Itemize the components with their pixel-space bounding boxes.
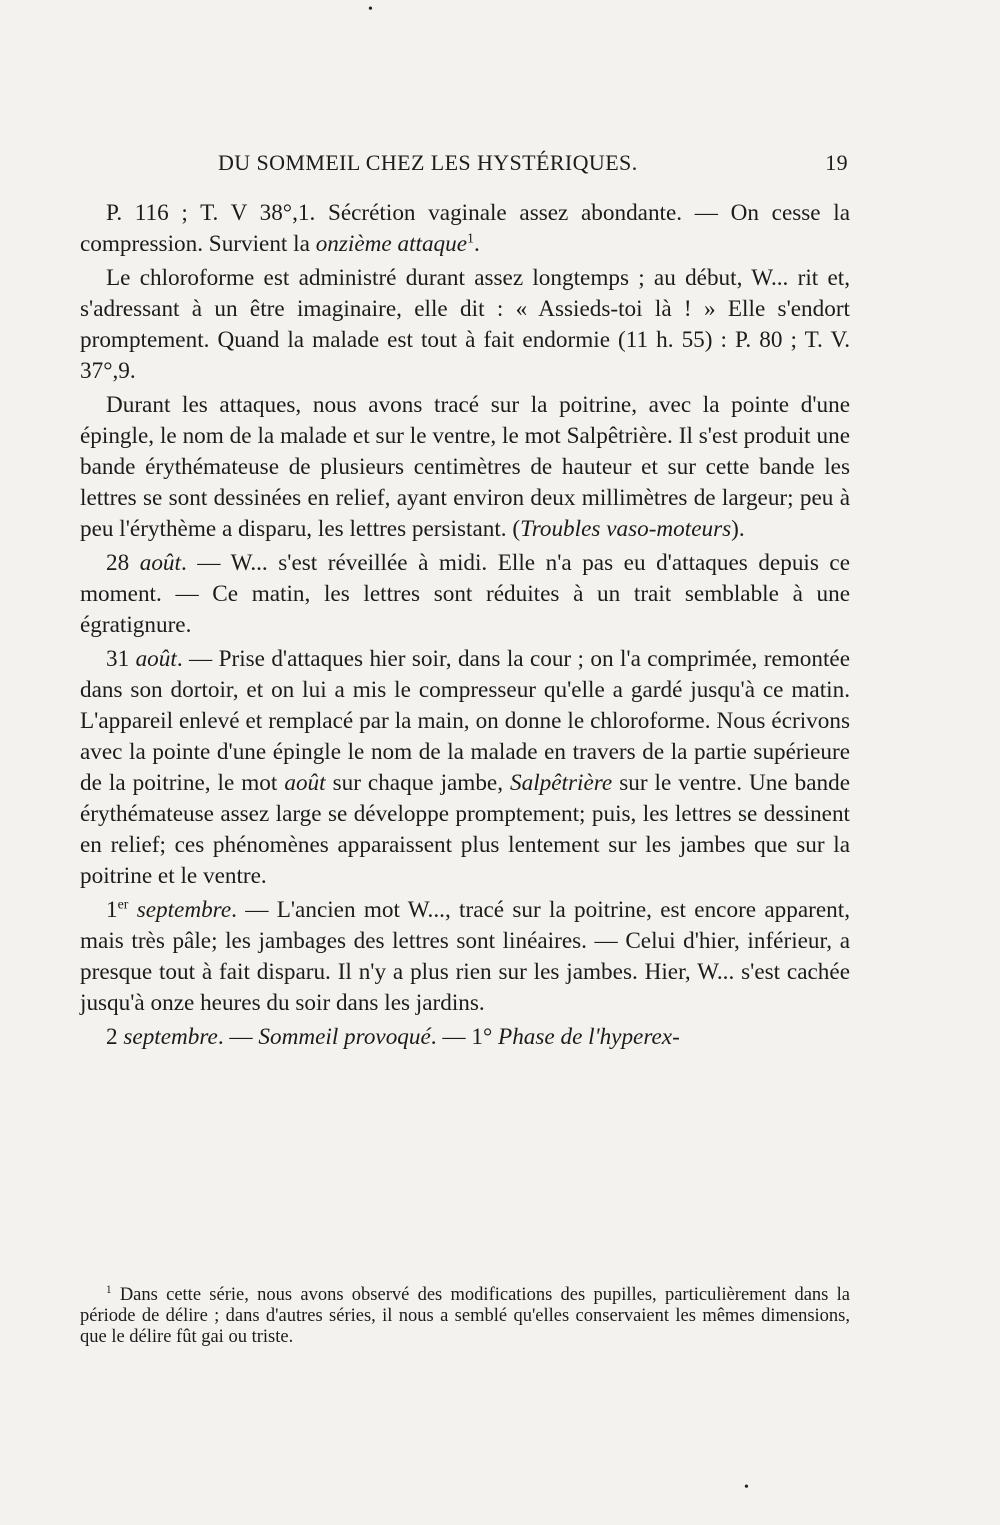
body-text [80,198,850,1056]
footnote [80,1285,850,1348]
printer-speck: • [744,1480,749,1495]
entry-month: septembre [128,897,232,923]
page-number: 19 [825,150,848,175]
paragraph-text: P. 116 ; T. V 38°,1. Sécrétion vaginale assez abondante. — On cesse la compression. Survient la [80,200,850,257]
paragraph-text: . — W... s'est réveillée à midi. Elle n'a pas eu d'attaques depuis ce moment. — Ce matin, les lettres sont réduites à un trait semblable à une égratignure. [80,550,850,638]
page-header [218,150,848,180]
paragraph-text: . — L'ancien mot W..., tracé sur la poitrine, est encore apparent, mais très pâle; les jambages des lettres sont linéaires. — Celui d'hier, inférieur, a presque tout à fait disparu. Il n'y a plus rien sur les jambes. Hier, W... s'est cachée jusqu'à onze heures du soir dans les jardins. [80,897,850,1016]
paragraph-chloroform: Le chloroforme est administré durant assez longtemps ; au début, W... rit et, s'adressant à un être imaginaire, elle dit : « Assieds-toi là ! » Elle s'endort promptement. Quand la malade est tout à fait endormie (11 h. 55) : P. 80 ; T. V. 37°,9. [80,265,850,384]
paragraph-attacks [80,390,850,545]
paragraph-text: . — Prise d'attaques hier soir, dans la cour ; on l'a comprimée, remontée dans son dortoir, et on lui a mis le compresseur qu'elle a gardé jusqu'à ce matin. L'appareil enlevé et remplacé par la main, on donne le chloroforme. Nous écrivons avec la pointe d'une épingle le nom de la malade en travers de la partie supérieure de la poitrine, le mot [80,646,850,796]
emphasis-text: Troubles vaso-moteurs [520,516,732,542]
paragraph-text: Durant les attaques, nous avons tracé sur la poitrine, avec la pointe d'une épingle, le nom de la malade et sur le ventre, le mot Salpêtrière. Il s'est produit une bande érythémateuse de plusieurs centimètres de hauteur et sur cette bande les lettres se sont dessinées en relief, ayant environ deux millimètres de largeur; peu à peu l'érythème a disparu, les lettres persistant. ( [80,392,850,542]
entry-day: 31 [106,646,136,672]
footnote-marker: 1 [106,1283,112,1296]
ordinal-suffix: er [117,897,129,913]
emphasis-text: onzième attaque [315,231,468,257]
printer-speck: • [368,2,373,17]
entry-day: 2 [106,1024,124,1050]
paragraph-text: ). [731,516,745,542]
paragraph-text: . [474,231,480,257]
paragraph-text: . — 1° [430,1024,499,1050]
emphasis-text: août [284,770,326,796]
entry-day: 28 [106,550,140,576]
running-title: DU SOMMEIL CHEZ LES HYSTÉRIQUES. [218,150,638,175]
entry-1-september [80,895,850,1019]
paragraph-text: sur le ventre. Une bande érythémateuse assez large se développe promptement; puis, les lettres se dessinent en relief; ces phénomènes apparaissent plus lentement sur les jambes que sur la poitrine et le ventre. [80,770,850,889]
paragraph-vitals [80,198,850,260]
entry-2-september [80,1022,850,1053]
footnote-reference: 1 [467,231,474,247]
entry-31-august [80,644,850,892]
footnote-text: Dans cette série, nous avons observé des modifications des pupilles, particulièrement dans la période de délire ; dans d'autres séries, il nous a semblé qu'elles conservaient les mêmes dimensions, que le délire fût gai ou triste. [80,1285,850,1347]
emphasis-text: Sommeil provoqué [258,1024,431,1050]
emphasis-text: Salpêtrière [510,770,613,796]
emphasis-text: Phase de l'hyperex- [498,1024,680,1050]
entry-month: août [139,550,181,576]
paragraph-text: sur chaque jambe, [325,770,511,796]
entry-28-august [80,548,850,641]
entry-day: 1 [106,897,118,923]
paragraph-text: . — [217,1024,259,1050]
entry-month: septembre [123,1024,218,1050]
entry-month: août [135,646,177,672]
